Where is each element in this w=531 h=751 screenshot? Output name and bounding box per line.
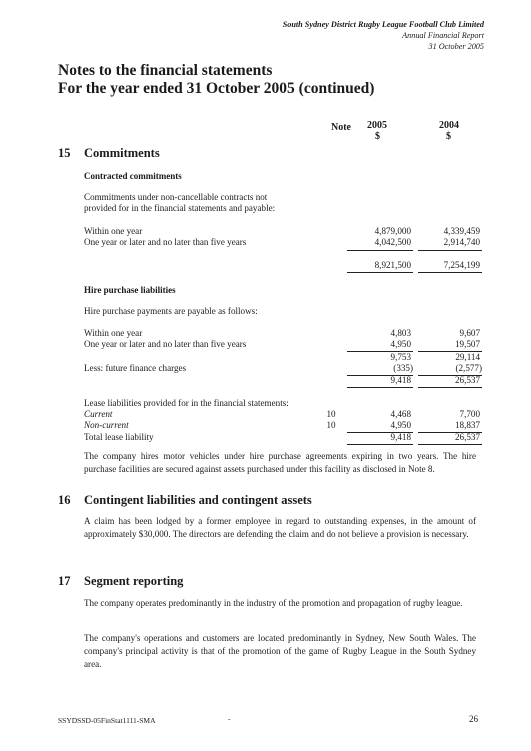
header-org: South Sydney District Rugby League Football Club Limited: [282, 20, 484, 29]
hire-subtotal-2005: 9,753: [390, 352, 411, 362]
total-rule: [347, 387, 413, 388]
section-17-paragraph-2: The company's operations and customers are located predominantly in Sydney, New South Wales. The company's principal activity is that of the promotion of the game of Rugby League in the South Sydney area.: [84, 633, 476, 669]
year-2004-header: 2004: [439, 120, 459, 131]
contracted-total-2004: 7,254,199: [443, 260, 480, 270]
total-lease-label: Total lease liability: [84, 432, 154, 442]
value-2005: 4,879,000: [374, 226, 411, 236]
page-number: 26: [469, 714, 478, 724]
finance-charges-label: Less: future finance charges: [84, 363, 187, 373]
row-label: Within one year: [84, 328, 143, 338]
page-subtitle: For the year ended 31 October 2005 (continued): [58, 80, 375, 97]
value-2005: 4,803: [390, 328, 411, 338]
note-ref: 10: [326, 409, 336, 419]
row-label: Within one year: [84, 226, 143, 236]
value-2005: 4,042,500: [374, 237, 411, 247]
value-2004: 9,607: [459, 328, 480, 338]
row-label: One year or later and no later than five years: [84, 237, 247, 247]
total-rule: [418, 387, 482, 388]
finance-charges-2004: (2,577): [455, 363, 482, 373]
hire-net-2005: 9,418: [390, 375, 411, 385]
finance-charges-2005: (335): [393, 363, 413, 373]
total-lease-2005: 9,418: [390, 432, 411, 442]
total-lease-2004: 26,537: [454, 432, 480, 442]
value-2005: 4,950: [390, 339, 411, 349]
value-2004: 18,837: [454, 420, 480, 430]
page-title: Notes to the financial statements: [58, 62, 273, 79]
header-report: Annual Financial Report: [402, 31, 484, 40]
section-16-paragraph: A claim has been lodged by a former employee in regard to outstanding expenses, in the amount of approximately $30,000. The directors are defending the claim and do not believe a provision is necessary.: [84, 516, 476, 539]
note-ref: 10: [326, 420, 336, 430]
year-2005-header: 2005: [367, 120, 387, 131]
total-rule: [347, 444, 413, 445]
section-17-number: 17: [58, 574, 71, 588]
value-2005: 4,468: [390, 409, 411, 419]
hire-purchase-intro: Hire purchase payments are payable as follows:: [84, 306, 258, 316]
total-rule: [418, 444, 482, 445]
footer-file-ref: SSYDSSD-05FinStat1111-SMA: [58, 716, 156, 725]
total-rule: [418, 272, 482, 273]
subtotal-rule: [418, 250, 482, 251]
year-2004-unit: $: [446, 131, 451, 142]
contracted-intro-line2: provided for in the financial statements and payable:: [84, 203, 276, 213]
row-label: Current: [84, 409, 113, 419]
contracted-commitments-heading: Contracted commitments: [84, 171, 182, 181]
footer-dash: -: [228, 714, 231, 723]
value-2005: 4,950: [390, 420, 411, 430]
hire-purchase-paragraph: The company hires motor vehicles under hire purchase agreements expiring in two years. The hire purchase facilities are secured against assets purchased under this facility as disclosed in Note 8.: [84, 451, 476, 474]
year-2005-unit: $: [375, 131, 380, 142]
value-2004: 4,339,459: [443, 226, 480, 236]
section-15-number: 15: [58, 146, 71, 160]
section-15-title: Commitments: [84, 146, 160, 160]
header-date: 31 October 2005: [428, 42, 484, 51]
value-2004: 2,914,740: [443, 237, 480, 247]
contracted-intro-line1: Commitments under non-cancellable contracts not: [84, 192, 268, 202]
lease-liabilities-intro: Lease liabilities provided for in the financial statements:: [84, 398, 289, 408]
subtotal-rule: [347, 250, 413, 251]
section-16-title: Contingent liabilities and contingent assets: [84, 493, 312, 507]
contracted-total-2005: 8,921,500: [374, 260, 411, 270]
hire-subtotal-2004: 29,114: [455, 352, 480, 362]
row-label: Non-current: [84, 420, 129, 430]
hire-purchase-heading: Hire purchase liabilities: [84, 285, 176, 295]
section-17-title: Segment reporting: [84, 574, 184, 588]
note-column-header: Note: [331, 122, 351, 133]
hire-net-2004: 26,537: [454, 375, 480, 385]
total-rule: [347, 272, 413, 273]
section-16-number: 16: [58, 493, 71, 507]
value-2004: 19,507: [454, 339, 480, 349]
row-label: One year or later and no later than five years: [84, 339, 247, 349]
value-2004: 7,700: [459, 409, 480, 419]
section-17-paragraph-1: The company operates predominantly in the industry of the promotion and propagation of rugby league.: [84, 598, 463, 608]
